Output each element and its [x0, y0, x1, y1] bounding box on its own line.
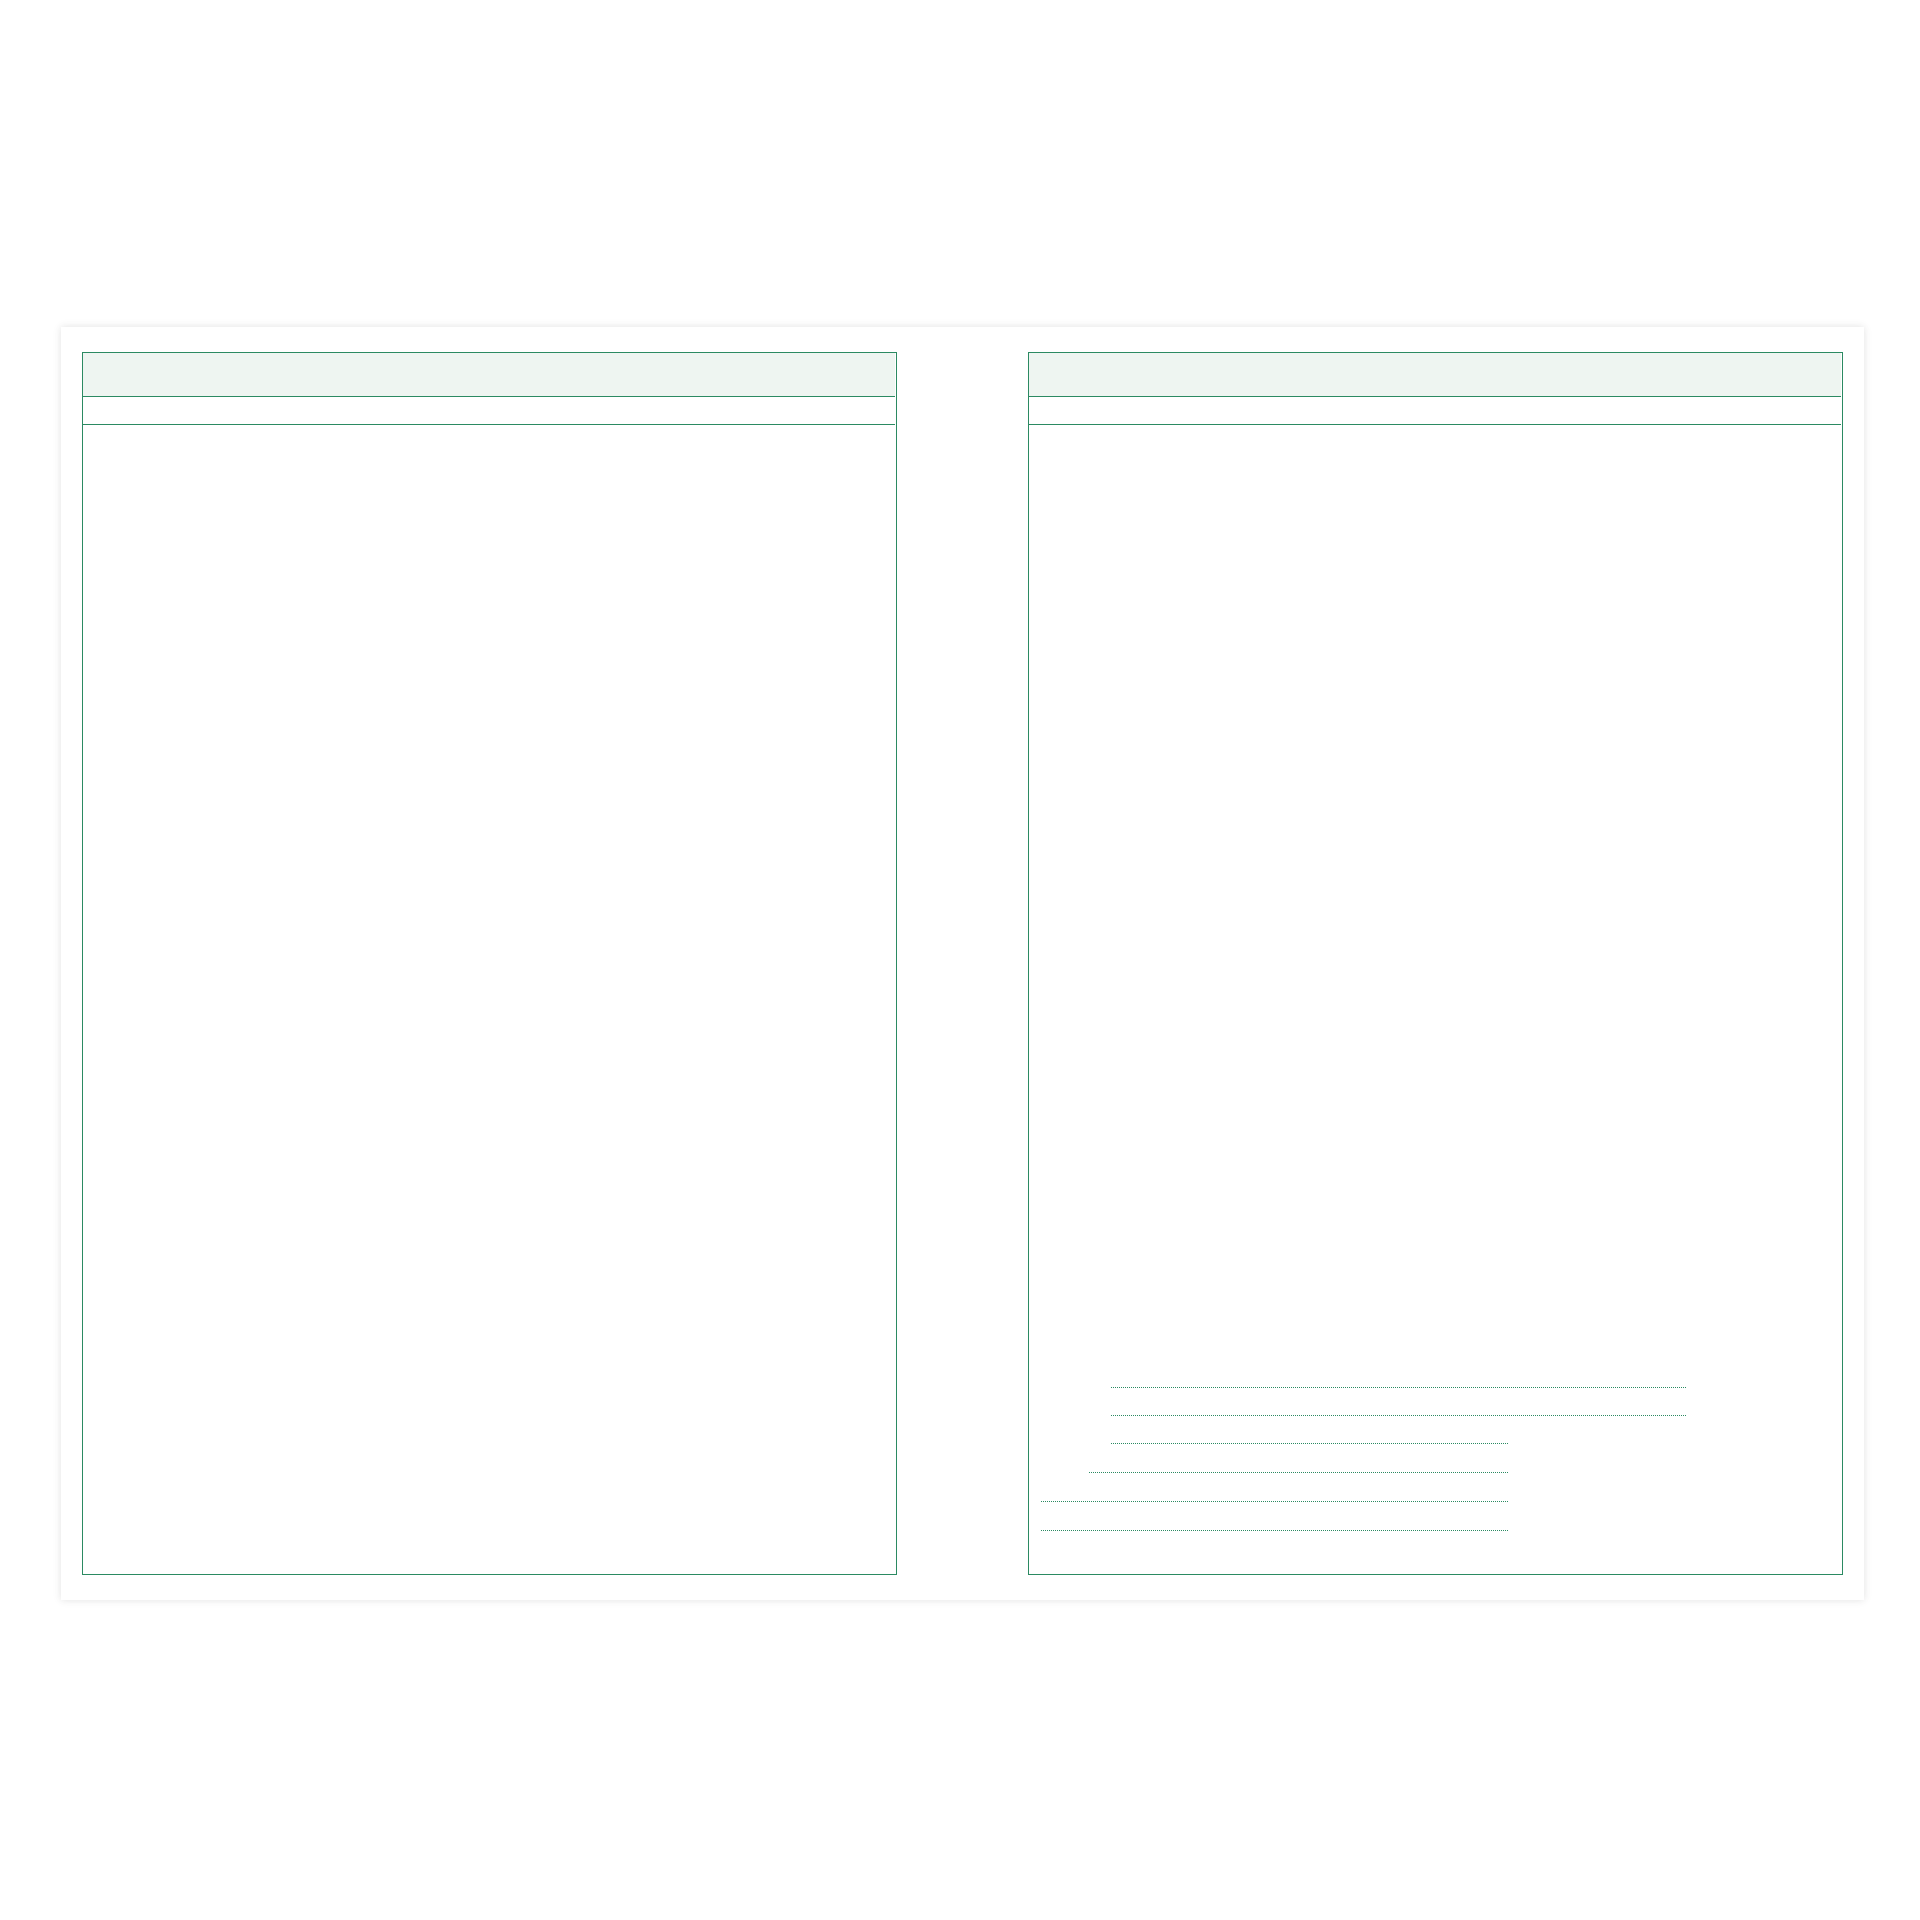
left-page: [82, 352, 897, 1575]
week-header-band: [83, 353, 895, 396]
qr-code-icon[interactable]: [1043, 1374, 1095, 1426]
right-page: [1028, 352, 1843, 1575]
month-header-band: [1029, 353, 1841, 396]
